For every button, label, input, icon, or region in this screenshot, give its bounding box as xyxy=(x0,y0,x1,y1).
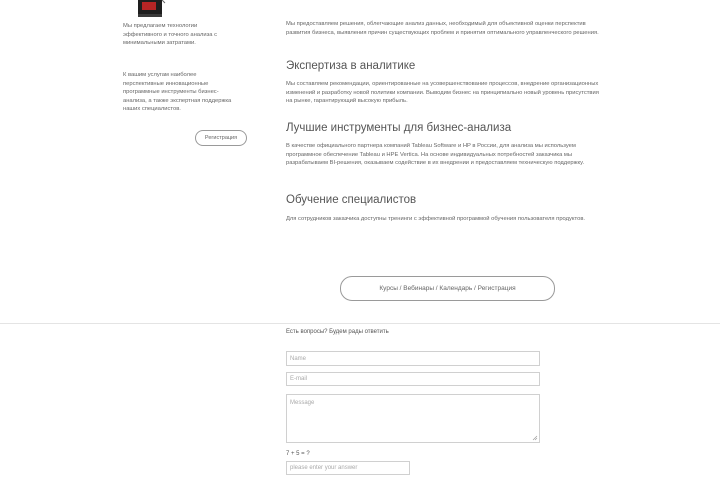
sidebar-register-button[interactable] xyxy=(195,130,247,146)
section-title-expertise: Экспертиза в аналитике xyxy=(286,60,416,72)
captcha-input[interactable] xyxy=(286,461,410,475)
sidebar-register-label: Регистрация xyxy=(204,135,238,141)
section-text-tools: В качестве официального партнера компаний Tableau Software и HP в России, для анализа мы используем программное обеспечение Tableau и HPE Vertica. На основе индивидуальных потребностей заказчика мы разрабатываем BI-решения, оказываем содействие в их внедрении и предоставляем техническую поддержку. xyxy=(286,143,585,167)
courses-nav-button[interactable] xyxy=(340,276,555,301)
resize-grip-icon[interactable] xyxy=(532,435,538,441)
message-textarea[interactable] xyxy=(286,394,540,443)
email-placeholder: E-mail xyxy=(290,376,308,382)
section-text-training: Для сотрудников заказчика доступны тренинги с эффективной программой обучения пользователя продуктов. xyxy=(286,216,586,222)
section-title-training: Обучение специалистов xyxy=(286,194,417,206)
product-box-icon xyxy=(136,0,166,18)
sidebar-text-intro: Мы предлагаем технологии эффективного и точного анализа с минимальными затратами. xyxy=(123,23,218,47)
main-intro-text: Мы предоставляем решения, облегчающие анализ данных, необходимый для объективной оценки перспектив развития бизнеса, выявления причин существующих проблем и принятия оптимального управленческого решения. xyxy=(286,21,599,36)
name-input[interactable] xyxy=(286,351,540,366)
captcha-placeholder: please enter your answer xyxy=(290,465,358,471)
form-heading: Есть вопросы? Будем рады ответить xyxy=(286,329,389,335)
message-placeholder: Message xyxy=(290,400,315,406)
captcha-label: 7 + 5 = ? xyxy=(286,451,310,457)
courses-nav-label: Курсы / Вебинары / Календарь / Регистрация xyxy=(379,285,516,292)
section-divider xyxy=(0,323,720,324)
name-placeholder: Name xyxy=(290,355,307,362)
section-text-expertise: Мы составляем рекомендации, ориентированные на усовершенствование процессов, внедрение организационных изменений и разработку новой политики компании. Выводим бизнес на принципиально новый уровень присутствия на рынке, гарантирующий высокую прибыль. xyxy=(286,81,599,105)
section-title-tools: Лучшие инструменты для бизнес-анализа xyxy=(286,122,512,134)
email-input[interactable] xyxy=(286,372,540,386)
sidebar-text-services: К вашим услугам наиболее перспективные инновационные программные инструменты бизнес-анализа, а также экспертная поддержка наших специалистов. xyxy=(123,72,232,113)
